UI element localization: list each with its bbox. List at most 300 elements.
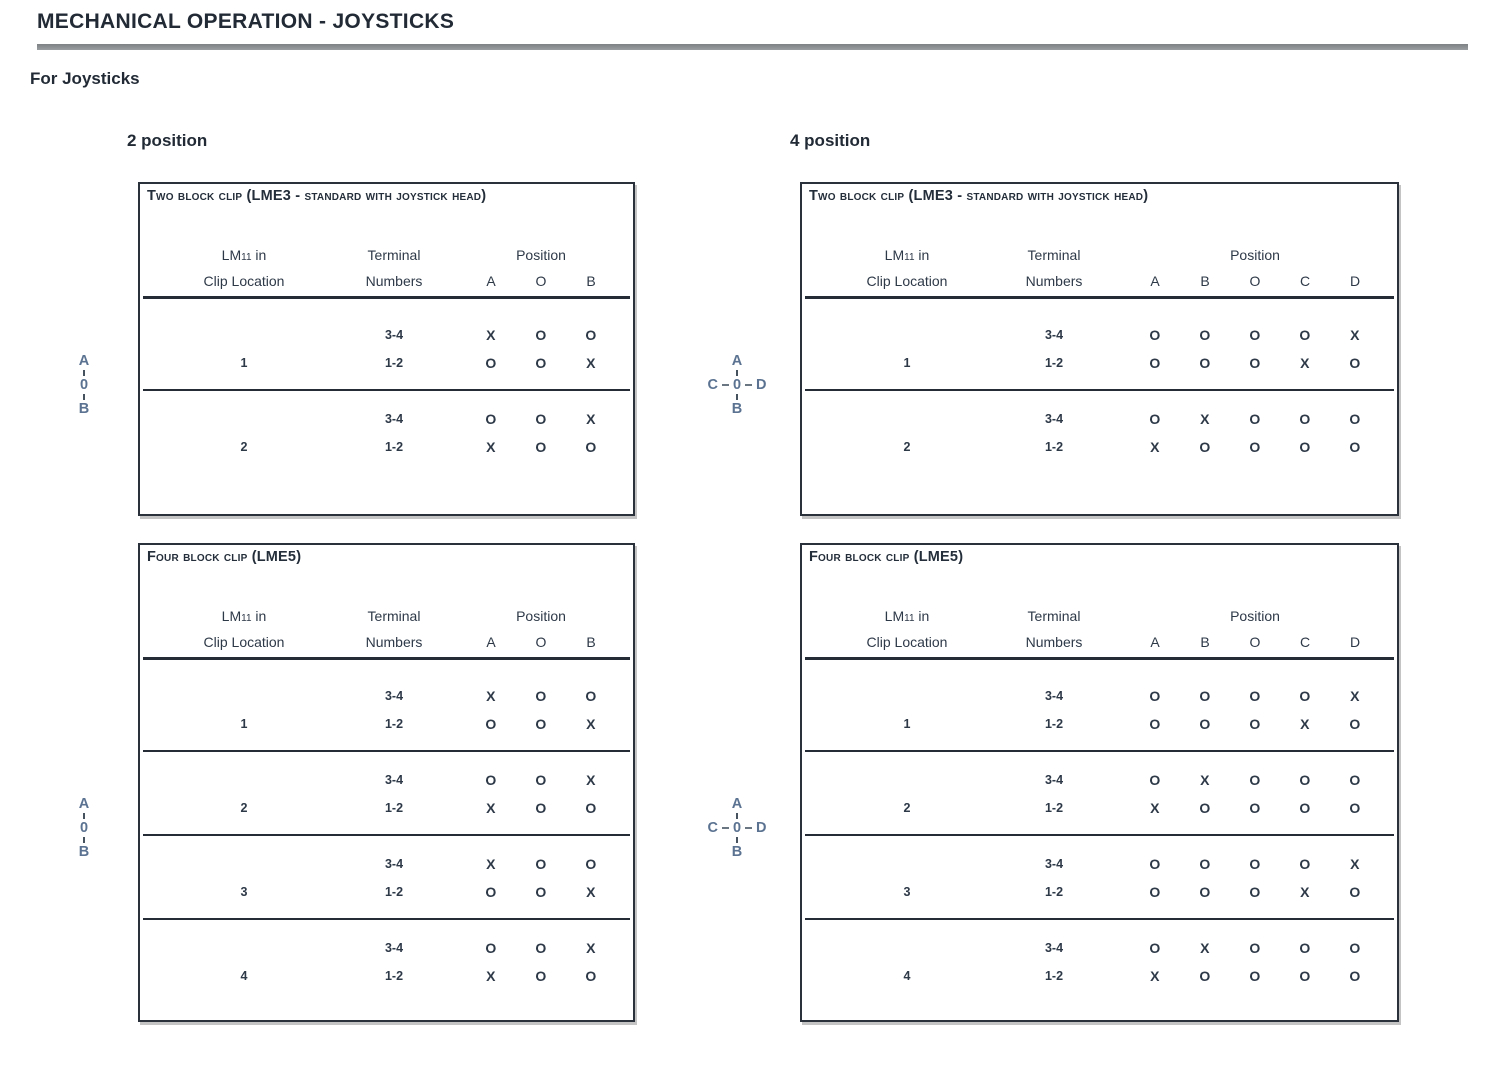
terminal-row xyxy=(140,878,633,906)
lm-text: LM xyxy=(221,608,242,624)
position-mark: O xyxy=(1299,327,1311,343)
clip-number xyxy=(802,682,1012,710)
clip-number: 2 xyxy=(903,801,911,815)
clip-location-header-line1 xyxy=(802,603,1012,632)
table-title: Two block clip (LME3 - standard with joystick head) xyxy=(147,188,487,204)
table-title: Four block clip (LME5) xyxy=(147,549,302,565)
terminal-row xyxy=(140,349,633,377)
position-mark: O xyxy=(1349,968,1361,984)
position-mark: X xyxy=(1200,940,1210,956)
terminal-numbers: 3-4 xyxy=(384,857,404,871)
terminal-header-line2: Numbers xyxy=(1025,273,1083,289)
diagram-connector xyxy=(83,813,85,819)
clip-block xyxy=(802,391,1397,473)
position-mark: O xyxy=(1249,800,1261,816)
joystick-direction-diagram xyxy=(61,353,107,417)
table-header-row-2 xyxy=(802,268,1397,294)
terminal-header-line2: Numbers xyxy=(1025,634,1083,650)
clip-number xyxy=(802,934,1012,962)
position-mark: O xyxy=(1199,439,1211,455)
terminal-numbers: 3-4 xyxy=(384,773,404,787)
position-mark: X xyxy=(486,856,496,872)
position-mark: O xyxy=(1299,688,1311,704)
terminal-header-line1: Terminal xyxy=(367,247,421,263)
clip-number xyxy=(140,405,348,433)
clip-number: 4 xyxy=(903,969,911,983)
position-mark: O xyxy=(1149,940,1161,956)
diagram-middle-row xyxy=(707,377,766,393)
clip-number: 1 xyxy=(903,717,911,731)
spacer xyxy=(1096,242,1130,271)
position-mark: O xyxy=(1299,800,1311,816)
clip-number xyxy=(140,766,348,794)
position-mark: O xyxy=(485,716,497,732)
position-mark: O xyxy=(1249,688,1261,704)
position-mark: O xyxy=(1199,800,1211,816)
diagram-connector xyxy=(736,394,738,400)
clip-number xyxy=(140,321,348,349)
spacer xyxy=(440,349,466,377)
clip-number xyxy=(802,850,1012,878)
position-mark: X xyxy=(586,411,596,427)
diagram-connector xyxy=(745,384,752,386)
position-mark: X xyxy=(1350,327,1360,343)
position-mark: O xyxy=(1149,411,1161,427)
clip-number xyxy=(802,321,1012,349)
clip-number xyxy=(140,682,348,710)
diagram-label-bottom: B xyxy=(78,844,90,860)
lm-text: in xyxy=(914,247,930,263)
position-mark: O xyxy=(1249,411,1261,427)
diagram-connector xyxy=(722,827,729,829)
terminal-numbers: 3-4 xyxy=(384,689,404,703)
position-mark: O xyxy=(535,940,547,956)
position-mark: X xyxy=(1300,355,1310,371)
clip-number: 4 xyxy=(240,969,248,983)
position-letter: B xyxy=(1200,634,1210,650)
position-mark: X xyxy=(586,940,596,956)
position-mark: O xyxy=(535,968,547,984)
terminal-row xyxy=(140,766,633,794)
position-mark: X xyxy=(1300,716,1310,732)
position-mark: O xyxy=(1249,439,1261,455)
diagram-label-center: 0 xyxy=(79,377,89,393)
table-header-row-2 xyxy=(802,629,1397,655)
position-mark: O xyxy=(1299,772,1311,788)
position-mark: O xyxy=(585,800,597,816)
position-letter: C xyxy=(1299,273,1311,289)
terminal-row xyxy=(140,934,633,962)
page-title: MECHANICAL OPERATION - JOYSTICKS xyxy=(37,10,455,33)
spacer xyxy=(440,433,466,461)
position-header: Position xyxy=(516,608,566,624)
position-mark: O xyxy=(485,940,497,956)
position-mark: X xyxy=(586,716,596,732)
spacer xyxy=(440,629,466,655)
position-mark: O xyxy=(1149,772,1161,788)
terminal-numbers: 3-4 xyxy=(1044,328,1064,342)
clip-number: 3 xyxy=(240,885,248,899)
diagram-label-top: A xyxy=(731,353,743,369)
diagram-label-bottom: B xyxy=(731,844,743,860)
position-mark: O xyxy=(535,688,547,704)
spacer xyxy=(440,766,466,794)
spacer xyxy=(1096,405,1130,433)
position-mark: X xyxy=(486,327,496,343)
terminal-numbers: 1-2 xyxy=(1044,801,1064,815)
diagram-label-bottom: B xyxy=(731,401,743,417)
position-header: Position xyxy=(1230,247,1280,263)
diagram-label-center: 0 xyxy=(732,820,742,836)
position-mark: X xyxy=(486,688,496,704)
position-mark: O xyxy=(535,716,547,732)
lm-subscript: 11 xyxy=(241,252,252,263)
position-mark: O xyxy=(1299,411,1311,427)
spacer xyxy=(1096,794,1130,822)
spacer xyxy=(440,682,466,710)
spacer xyxy=(440,962,466,990)
spacer xyxy=(440,710,466,738)
terminal-row xyxy=(140,682,633,710)
spacer xyxy=(440,850,466,878)
position-mark: O xyxy=(1249,884,1261,900)
terminal-row xyxy=(802,934,1397,962)
spacer xyxy=(440,405,466,433)
position-mark: O xyxy=(1299,856,1311,872)
terminal-numbers: 1-2 xyxy=(384,440,404,454)
clip-location-header-line1 xyxy=(140,242,348,271)
position-letter: A xyxy=(486,273,496,289)
diagram-label-center: 0 xyxy=(732,377,742,393)
diagram-label-center: 0 xyxy=(79,820,89,836)
lm-text: LM xyxy=(221,247,242,263)
diagram-label-left: C xyxy=(707,377,718,393)
terminal-numbers: 1-2 xyxy=(384,801,404,815)
clip-number: 2 xyxy=(240,801,248,815)
terminal-row xyxy=(802,682,1397,710)
position-mark: X xyxy=(1350,856,1360,872)
position-mark: X xyxy=(1150,968,1160,984)
clip-location-header-line2: Clip Location xyxy=(866,634,948,650)
clip-block xyxy=(802,660,1397,750)
clip-location-header-line2: Clip Location xyxy=(866,273,948,289)
position-mark: O xyxy=(485,411,497,427)
terminal-row xyxy=(802,433,1397,461)
position-mark: O xyxy=(1249,856,1261,872)
terminal-numbers: 1-2 xyxy=(384,885,404,899)
spacer xyxy=(1096,710,1130,738)
terminal-row xyxy=(802,349,1397,377)
position-mark: X xyxy=(586,772,596,788)
diagram-connector xyxy=(83,837,85,843)
terminal-numbers: 3-4 xyxy=(1044,689,1064,703)
position-mark: O xyxy=(1349,772,1361,788)
position-letter: O xyxy=(535,634,547,650)
clip-block xyxy=(140,391,633,473)
position-mark: O xyxy=(1249,716,1261,732)
position-letter: O xyxy=(535,273,547,289)
terminal-header-line1: Terminal xyxy=(1027,247,1081,263)
terminal-numbers: 3-4 xyxy=(1044,857,1064,871)
terminal-row xyxy=(802,766,1397,794)
column-heading-4-position: 4 position xyxy=(790,131,871,150)
position-mark: X xyxy=(586,884,596,900)
position-mark: X xyxy=(486,439,496,455)
position-header: Position xyxy=(1230,608,1280,624)
clip-number: 1 xyxy=(903,356,911,370)
terminal-numbers: 1-2 xyxy=(384,356,404,370)
position-mark: O xyxy=(1149,856,1161,872)
clip-number: 1 xyxy=(240,717,248,731)
diagram-connector xyxy=(736,837,738,843)
table-header-row-1 xyxy=(802,603,1397,629)
diagram-connector xyxy=(736,813,738,819)
clip-block xyxy=(140,836,633,918)
position-letter: D xyxy=(1349,634,1361,650)
terminal-numbers: 3-4 xyxy=(384,412,404,426)
joystick-direction-diagram xyxy=(698,796,776,860)
terminal-numbers: 1-2 xyxy=(1044,440,1064,454)
spacer xyxy=(1096,603,1130,632)
clip-number xyxy=(140,850,348,878)
terminal-numbers: 1-2 xyxy=(1044,969,1064,983)
table-header-row-2 xyxy=(140,629,633,655)
clip-table xyxy=(138,182,635,516)
diagram-connector xyxy=(736,370,738,376)
position-mark: O xyxy=(1299,968,1311,984)
terminal-row xyxy=(802,850,1397,878)
position-mark: O xyxy=(585,856,597,872)
clip-number: 1 xyxy=(240,356,248,370)
position-mark: X xyxy=(586,355,596,371)
clip-table xyxy=(800,182,1399,516)
spacer xyxy=(440,794,466,822)
clip-location-header-line1 xyxy=(140,603,348,632)
position-letter: B xyxy=(1200,273,1210,289)
terminal-header-line2: Numbers xyxy=(365,634,423,650)
position-mark: X xyxy=(1350,688,1360,704)
clip-block xyxy=(140,752,633,834)
joystick-direction-diagram xyxy=(698,353,776,417)
terminal-row xyxy=(802,962,1397,990)
terminal-numbers: 3-4 xyxy=(384,941,404,955)
spacer xyxy=(1096,850,1130,878)
diagram-label-top: A xyxy=(731,796,743,812)
position-mark: O xyxy=(1249,940,1261,956)
terminal-row xyxy=(140,850,633,878)
position-mark: O xyxy=(485,772,497,788)
terminal-header-line2: Numbers xyxy=(365,273,423,289)
terminal-row xyxy=(802,710,1397,738)
position-mark: O xyxy=(1199,856,1211,872)
terminal-row xyxy=(802,405,1397,433)
terminal-row xyxy=(140,433,633,461)
spacer xyxy=(1096,962,1130,990)
joystick-direction-diagram xyxy=(61,796,107,860)
diagram-label-top: A xyxy=(78,353,90,369)
diagram-connector xyxy=(722,384,729,386)
position-letter: O xyxy=(1249,634,1261,650)
position-mark: O xyxy=(1149,355,1161,371)
terminal-row xyxy=(140,710,633,738)
position-mark: O xyxy=(1249,968,1261,984)
table-header-row-2 xyxy=(140,268,633,294)
lm-subscript: 11 xyxy=(904,252,915,263)
spacer xyxy=(1096,433,1130,461)
clip-location-header-line2: Clip Location xyxy=(203,634,285,650)
position-mark: O xyxy=(1149,688,1161,704)
position-mark: X xyxy=(1200,411,1210,427)
position-mark: O xyxy=(535,439,547,455)
clip-block xyxy=(802,836,1397,918)
position-mark: O xyxy=(535,327,547,343)
position-mark: O xyxy=(1149,716,1161,732)
title-underline-rule xyxy=(37,44,1468,50)
spacer xyxy=(440,242,466,271)
position-mark: O xyxy=(585,688,597,704)
diagram-label-right: D xyxy=(756,377,767,393)
position-mark: X xyxy=(1150,800,1160,816)
terminal-numbers: 3-4 xyxy=(1044,773,1064,787)
table-title: Two block clip (LME3 - standard with joystick head) xyxy=(809,188,1149,204)
position-mark: X xyxy=(1150,439,1160,455)
spacer xyxy=(1096,682,1130,710)
spacer xyxy=(1096,268,1130,294)
table-title: Four block clip (LME5) xyxy=(809,549,964,565)
lm-text: in xyxy=(914,608,930,624)
terminal-header-line1: Terminal xyxy=(1027,608,1081,624)
position-letter: B xyxy=(586,273,596,289)
position-mark: O xyxy=(1199,884,1211,900)
diagram-label-right: D xyxy=(756,820,767,836)
position-mark: O xyxy=(1199,327,1211,343)
terminal-row xyxy=(140,794,633,822)
clip-table xyxy=(138,543,635,1022)
terminal-row xyxy=(140,321,633,349)
terminal-numbers: 3-4 xyxy=(1044,941,1064,955)
position-mark: O xyxy=(535,856,547,872)
position-mark: O xyxy=(1349,411,1361,427)
position-mark: O xyxy=(1199,716,1211,732)
position-mark: O xyxy=(1349,800,1361,816)
position-letter: B xyxy=(586,634,596,650)
diagram-label-top: A xyxy=(78,796,90,812)
diagram-label-left: C xyxy=(707,820,718,836)
position-mark: O xyxy=(535,800,547,816)
diagram-connector xyxy=(745,827,752,829)
terminal-row xyxy=(140,405,633,433)
spacer xyxy=(1096,629,1130,655)
position-mark: O xyxy=(1199,968,1211,984)
terminal-numbers: 1-2 xyxy=(384,717,404,731)
terminal-numbers: 1-2 xyxy=(1044,717,1064,731)
clip-block xyxy=(802,299,1397,389)
terminal-row xyxy=(802,794,1397,822)
position-mark: O xyxy=(585,968,597,984)
terminal-row xyxy=(802,878,1397,906)
position-mark: O xyxy=(485,884,497,900)
position-letter: A xyxy=(486,634,496,650)
position-letter: D xyxy=(1349,273,1361,289)
lm-text: in xyxy=(251,608,267,624)
spacer xyxy=(440,934,466,962)
position-letter: O xyxy=(1249,273,1261,289)
terminal-header-line1: Terminal xyxy=(367,608,421,624)
position-mark: O xyxy=(1349,716,1361,732)
lm-subscript: 11 xyxy=(241,613,252,624)
table-header-row-1 xyxy=(140,242,633,268)
position-letter: C xyxy=(1299,634,1311,650)
diagram-label-bottom: B xyxy=(78,401,90,417)
terminal-row xyxy=(140,962,633,990)
clip-number: 2 xyxy=(903,440,911,454)
position-mark: O xyxy=(1249,772,1261,788)
table-header-row-1 xyxy=(140,603,633,629)
terminal-numbers: 3-4 xyxy=(384,328,404,342)
spacer xyxy=(1096,878,1130,906)
lm-subscript: 11 xyxy=(904,613,915,624)
spacer xyxy=(440,321,466,349)
spacer xyxy=(1096,321,1130,349)
clip-block xyxy=(140,920,633,1002)
position-mark: O xyxy=(485,355,497,371)
diagram-connector xyxy=(83,370,85,376)
clip-number: 3 xyxy=(903,885,911,899)
position-mark: X xyxy=(486,968,496,984)
clip-number xyxy=(802,766,1012,794)
terminal-numbers: 1-2 xyxy=(1044,885,1064,899)
position-letter: A xyxy=(1150,634,1160,650)
spacer xyxy=(1096,349,1130,377)
position-mark: O xyxy=(1149,884,1161,900)
position-mark: O xyxy=(535,772,547,788)
clip-location-header-line2: Clip Location xyxy=(203,273,285,289)
position-letter: A xyxy=(1150,273,1160,289)
position-mark: O xyxy=(1349,884,1361,900)
position-mark: X xyxy=(486,800,496,816)
terminal-numbers: 1-2 xyxy=(1044,356,1064,370)
position-mark: O xyxy=(585,327,597,343)
lm-text: LM xyxy=(884,608,905,624)
diagram-middle-row xyxy=(707,820,766,836)
spacer xyxy=(440,603,466,632)
page-subtitle: For Joysticks xyxy=(30,69,140,88)
spacer xyxy=(440,878,466,906)
clip-block xyxy=(802,752,1397,834)
position-mark: O xyxy=(1199,355,1211,371)
spacer xyxy=(440,268,466,294)
terminal-numbers: 1-2 xyxy=(384,969,404,983)
clip-location-header-line1 xyxy=(802,242,1012,271)
position-mark: O xyxy=(1349,355,1361,371)
spacer xyxy=(1096,934,1130,962)
position-mark: O xyxy=(535,411,547,427)
position-mark: O xyxy=(1349,439,1361,455)
terminal-row xyxy=(802,321,1397,349)
clip-number: 2 xyxy=(240,440,248,454)
lm-text: in xyxy=(251,247,267,263)
position-mark: O xyxy=(1249,355,1261,371)
column-heading-2-position: 2 position xyxy=(127,131,208,150)
diagram-connector xyxy=(83,394,85,400)
clip-number xyxy=(140,934,348,962)
position-mark: O xyxy=(1199,688,1211,704)
position-mark: O xyxy=(1299,439,1311,455)
clip-block xyxy=(802,920,1397,1002)
table-header-row-1 xyxy=(802,242,1397,268)
terminal-numbers: 3-4 xyxy=(1044,412,1064,426)
clip-table xyxy=(800,543,1399,1022)
